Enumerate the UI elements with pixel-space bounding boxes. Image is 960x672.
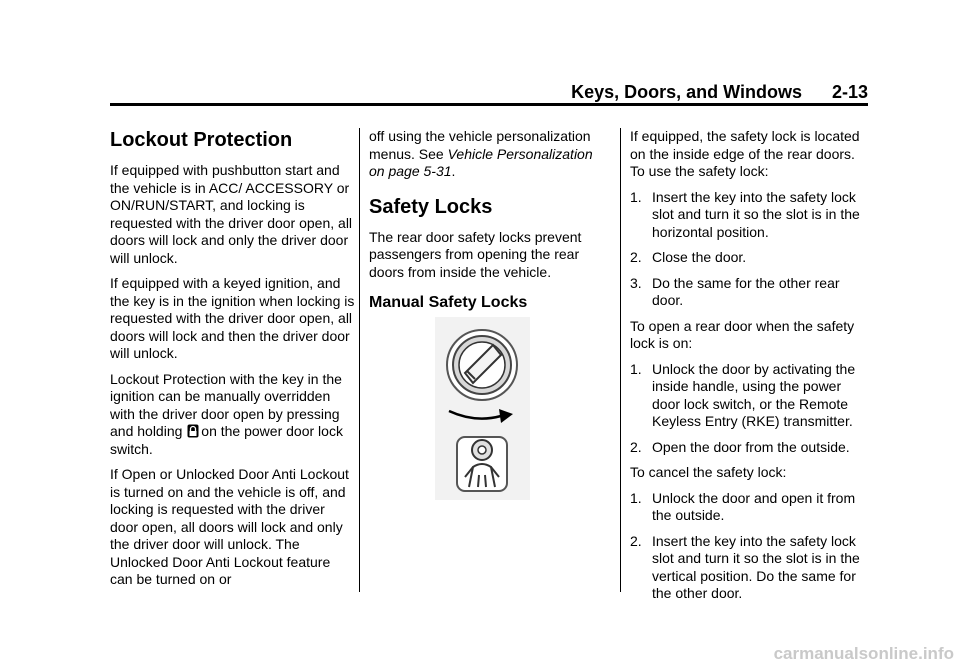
paragraph: Lockout Protection with the key in the ignition can be manually overridden with the driver door open by pressing and holding on the power door lock switch. [110, 370, 343, 457]
paragraph: If equipped with pushbutton start and the vehicle is in ACC/ ACCESSORY or ON/RUN/START, and locking is requested with the driver door open, all doors will lock and only the driver door will unlock. [110, 162, 353, 266]
manual-safety-locks-heading: Manual Safety Locks [369, 294, 528, 311]
column-2 [369, 128, 609, 321]
safety-locks-heading: Safety Locks [369, 195, 493, 218]
cross-reference-link[interactable]: Vehicle Personalization on page 5-31 [369, 145, 593, 179]
list-item: 2. Insert the key into the safety lock slot and turn it so the slot is in the vertical position. Do the same for the other door. [630, 532, 860, 601]
lock-icon [187, 424, 199, 438]
list-item: 1. Unlock the door and open it from the outside. [630, 489, 856, 523]
section-title: Keys, Doors, and Windows [571, 82, 802, 102]
safety-lock-illustration [435, 317, 530, 500]
paragraph: The rear door safety locks prevent passengers from opening the rear doors from inside the vehicle. [369, 228, 582, 280]
lock-cylinder-icon [447, 330, 517, 400]
column-divider [359, 128, 360, 592]
page-number: 2-13 [831, 82, 868, 102]
safety-lock-diagram [435, 317, 530, 500]
header-rule [110, 103, 868, 106]
paragraph: To open a rear door when the safety lock is on: [630, 317, 855, 351]
cancel-safety-lock-steps [630, 490, 870, 603]
paragraph: To cancel the safety lock: [630, 464, 787, 480]
paragraph: If Open or Unlocked Door Anti Lockout is turned on and the vehicle is off, and locking is requested with the driver door open, all doors will lock and only the driver door will unlock. The Unlocked Door Anti Lockout feature can be turned on or [110, 466, 349, 587]
list-item: 2. Open the door from the outside. [630, 438, 850, 455]
use-safety-lock-steps [630, 189, 870, 310]
column-3 [630, 128, 870, 611]
list-item: 2. Close the door. [630, 249, 747, 265]
list-item: 3. Do the same for the other rear door. [630, 274, 840, 308]
lockout-protection-heading: Lockout Protection [110, 129, 293, 151]
paragraph: If equipped, the safety lock is located on the inside edge of the rear doors. To use the safety lock: [630, 128, 860, 179]
paragraph: If equipped with a keyed ignition, and the key is in the ignition when locking is requested with the driver door open, all doors will lock and then the driver door will unlock. [110, 275, 355, 361]
column-divider [620, 128, 621, 592]
child-lock-icon [457, 437, 507, 491]
watermark: carmanualsonline.info [773, 644, 954, 663]
column-1 [110, 128, 355, 597]
list-item: 1. Unlock the door by activating the inside handle, using the power door lock switch, or the Remote Keyless Entry (RKE) transmitter. [630, 360, 856, 429]
page-header [110, 82, 868, 103]
turn-arrow-icon [449, 409, 513, 423]
open-door-steps [630, 361, 870, 457]
list-item: 1. Insert the key into the safety lock slot and turn it so the slot is in the horizontal position. [630, 188, 860, 240]
paragraph: off using the vehicle personalization menus. See Vehicle Personalization on page 5-31. [369, 128, 593, 179]
